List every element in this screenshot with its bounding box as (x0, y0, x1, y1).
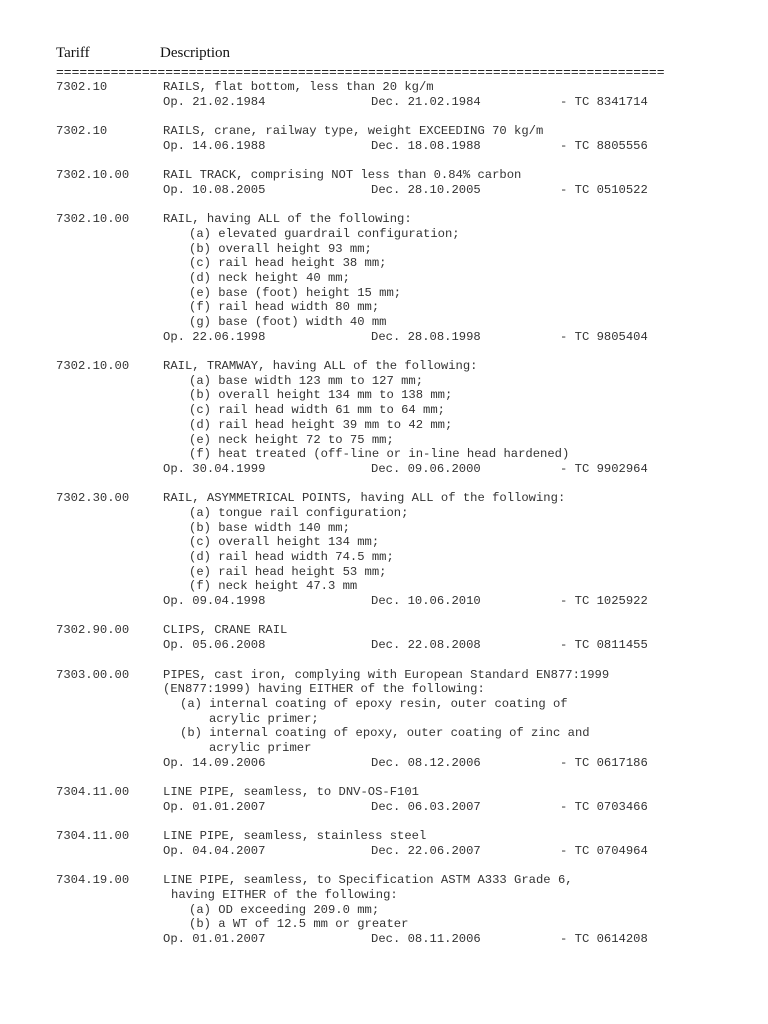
operative-date: Op. 05.06.2008 (163, 638, 266, 653)
entry-title: LINE PIPE, seamless, to Specification ASTM A333 Grade 6, (163, 873, 573, 888)
criteria-item: (g) base (foot) width 40 mm (189, 315, 387, 329)
operative-date: Op. 04.04.2007 (163, 843, 266, 858)
entry-title: RAIL, ASYMMETRICAL POINTS, having ALL of the following: (163, 491, 566, 506)
entry-dates (163, 932, 716, 947)
criteria-item: (e) neck height 72 to 75 mm; (189, 432, 394, 447)
criteria-item: (c) rail head width 61 mm to 64 mm; (189, 403, 445, 418)
table-header (56, 45, 736, 67)
entry-dates (163, 462, 716, 477)
tariff-code: 7304.11.00 (56, 785, 130, 799)
description-column-heading: Description (160, 45, 230, 61)
criteria-item: (a) base width 123 mm to 127 mm; (189, 373, 424, 388)
criteria-item: (d) neck height 40 mm; (189, 270, 350, 285)
entry-description (163, 80, 716, 109)
entry-title: RAIL, TRAMWAY, having ALL of the following: (163, 359, 478, 374)
tariff-entry (56, 124, 716, 153)
entry-title: RAIL TRACK, comprising NOT less than 0.84% carbon (163, 168, 522, 183)
criteria-item-continued: acrylic primer; (209, 711, 319, 726)
entry-title: RAILS, crane, railway type, weight EXCEEDING 70 kg/m (163, 124, 544, 139)
entry-title-continued: having EITHER of the following: (171, 887, 398, 902)
tc-number: - TC 0811455 (560, 638, 648, 653)
tc-number: - TC 0617186 (560, 755, 648, 770)
tariff-code: 7304.11.00 (56, 829, 130, 844)
tariff-entry (56, 873, 716, 946)
entry-description (163, 359, 716, 477)
criteria-item: (a) internal coating of epoxy resin, outer coating of (180, 696, 568, 711)
criteria-item: (c) overall height 134 mm; (189, 535, 380, 550)
entry-description (163, 873, 716, 946)
criteria-item: (e) base (foot) height 15 mm; (189, 285, 402, 300)
entry-dates (163, 638, 716, 653)
tariff-code: 7302.10.00 (56, 212, 130, 227)
decision-date: Dec. 09.06.2000 (371, 461, 481, 476)
tariff-entry (56, 668, 716, 771)
tc-number: - TC 0510522 (560, 182, 648, 197)
decision-date: Dec. 18.08.1988 (371, 138, 481, 153)
entry-title: RAILS, flat bottom, less than 20 kg/m (163, 80, 434, 94)
decision-date: Dec. 10.06.2010 (371, 594, 481, 609)
decision-date: Dec. 22.08.2008 (371, 638, 481, 653)
decision-date: Dec. 22.06.2007 (371, 843, 481, 858)
tariff-code: 7303.00.00 (56, 667, 130, 682)
tariff-code: 7304.19.00 (56, 873, 130, 888)
tariff-entry (56, 359, 716, 477)
entry-dates (163, 139, 716, 154)
tc-number: - TC 0703466 (560, 799, 648, 814)
entry-description (163, 124, 716, 153)
decision-date: Dec. 28.10.2005 (371, 182, 481, 197)
criteria-item: (b) overall height 93 mm; (189, 241, 372, 256)
tariff-entry (56, 491, 716, 609)
operative-date: Op. 14.06.1988 (163, 138, 266, 153)
criteria-item: (a) tongue rail configuration; (189, 505, 409, 520)
entry-title: LINE PIPE, seamless, stainless steel (163, 829, 427, 844)
criteria-item: (d) rail head height 39 mm to 42 mm; (189, 417, 453, 432)
entry-dates (163, 800, 716, 815)
tc-number: - TC 9805404 (560, 329, 648, 344)
entry-dates (163, 95, 716, 110)
tc-number: - TC 8341714 (560, 94, 648, 109)
criteria-item: (b) internal coating of epoxy, outer coating of zinc and (180, 726, 590, 741)
entry-title: PIPES, cast iron, complying with European Standard EN877:1999 (163, 667, 610, 682)
entry-description (163, 668, 716, 771)
decision-date: Dec. 06.03.2007 (371, 799, 481, 814)
operative-date: Op. 01.01.2007 (163, 799, 266, 814)
operative-date: Op. 10.08.2005 (163, 182, 266, 197)
decision-date: Dec. 28.08.1998 (371, 329, 481, 344)
entry-dates (163, 183, 716, 198)
tariff-column-heading: Tariff (56, 45, 90, 61)
tariff-code: 7302.10 (56, 124, 108, 139)
tariff-entry (56, 80, 716, 109)
tariff-code: 7302.10.00 (56, 359, 130, 374)
criteria-item: (b) overall height 134 mm to 138 mm; (189, 388, 453, 403)
entry-description (163, 168, 716, 197)
entry-title-continued: (EN877:1999) having EITHER of the following: (163, 682, 485, 697)
criteria-item: (d) rail head width 74.5 mm; (189, 550, 394, 564)
tariff-entry (56, 829, 716, 858)
tariff-code: 7302.90.00 (56, 623, 130, 638)
tc-number: - TC 1025922 (560, 594, 648, 609)
operative-date: Op. 30.04.1999 (163, 461, 266, 476)
criteria-item: (f) heat treated (off-line or in-line head hardened) (189, 447, 570, 462)
decision-date: Dec. 08.11.2006 (371, 931, 481, 946)
header-separator-rule: ============================================================================== (56, 66, 665, 80)
operative-date: Op. 22.06.1998 (163, 329, 266, 344)
entry-description (163, 491, 716, 609)
tariff-entry-list (56, 80, 716, 961)
decision-date: Dec. 08.12.2006 (371, 755, 481, 770)
tariff-entry (56, 785, 716, 814)
tariff-entry (56, 212, 716, 344)
criteria-item: (f) rail head width 80 mm; (189, 300, 380, 315)
entry-title: RAIL, having ALL of the following: (163, 212, 412, 227)
operative-date: Op. 21.02.1984 (163, 94, 266, 109)
entry-title: LINE PIPE, seamless, to DNV-OS-F101 (163, 785, 419, 799)
tc-number: - TC 0614208 (560, 931, 648, 946)
criteria-item: (a) elevated guardrail configuration; (189, 226, 460, 241)
entry-dates (163, 594, 716, 609)
entry-dates (163, 756, 716, 771)
entry-title: CLIPS, CRANE RAIL (163, 623, 288, 638)
operative-date: Op. 01.01.2007 (163, 931, 266, 946)
entry-description (163, 829, 716, 858)
entry-dates (163, 330, 716, 345)
criteria-item: (c) rail head height 38 mm; (189, 256, 387, 271)
tc-number: - TC 9902964 (560, 461, 648, 476)
tc-number: - TC 0704964 (560, 843, 648, 858)
operative-date: Op. 14.09.2006 (163, 755, 266, 770)
entry-description (163, 212, 716, 344)
entry-dates (163, 844, 716, 859)
criteria-item: (e) rail head height 53 mm; (189, 564, 387, 579)
criteria-item: (f) neck height 47.3 mm (189, 579, 358, 594)
decision-date: Dec. 21.02.1984 (371, 94, 481, 109)
criteria-item: (a) OD exceeding 209.0 mm; (189, 902, 380, 917)
tariff-code: 7302.30.00 (56, 491, 130, 506)
tariff-entry (56, 623, 716, 652)
criteria-item-continued: acrylic primer (209, 740, 312, 755)
entry-description (163, 785, 716, 814)
criteria-item: (b) a WT of 12.5 mm or greater (189, 917, 409, 932)
entry-description (163, 623, 716, 652)
tc-number: - TC 8805556 (560, 138, 648, 153)
tariff-entry (56, 168, 716, 197)
tariff-code: 7302.10.00 (56, 168, 130, 183)
tariff-code: 7302.10 (56, 80, 108, 94)
criteria-item: (b) base width 140 mm; (189, 520, 350, 535)
operative-date: Op. 09.04.1998 (163, 594, 266, 609)
